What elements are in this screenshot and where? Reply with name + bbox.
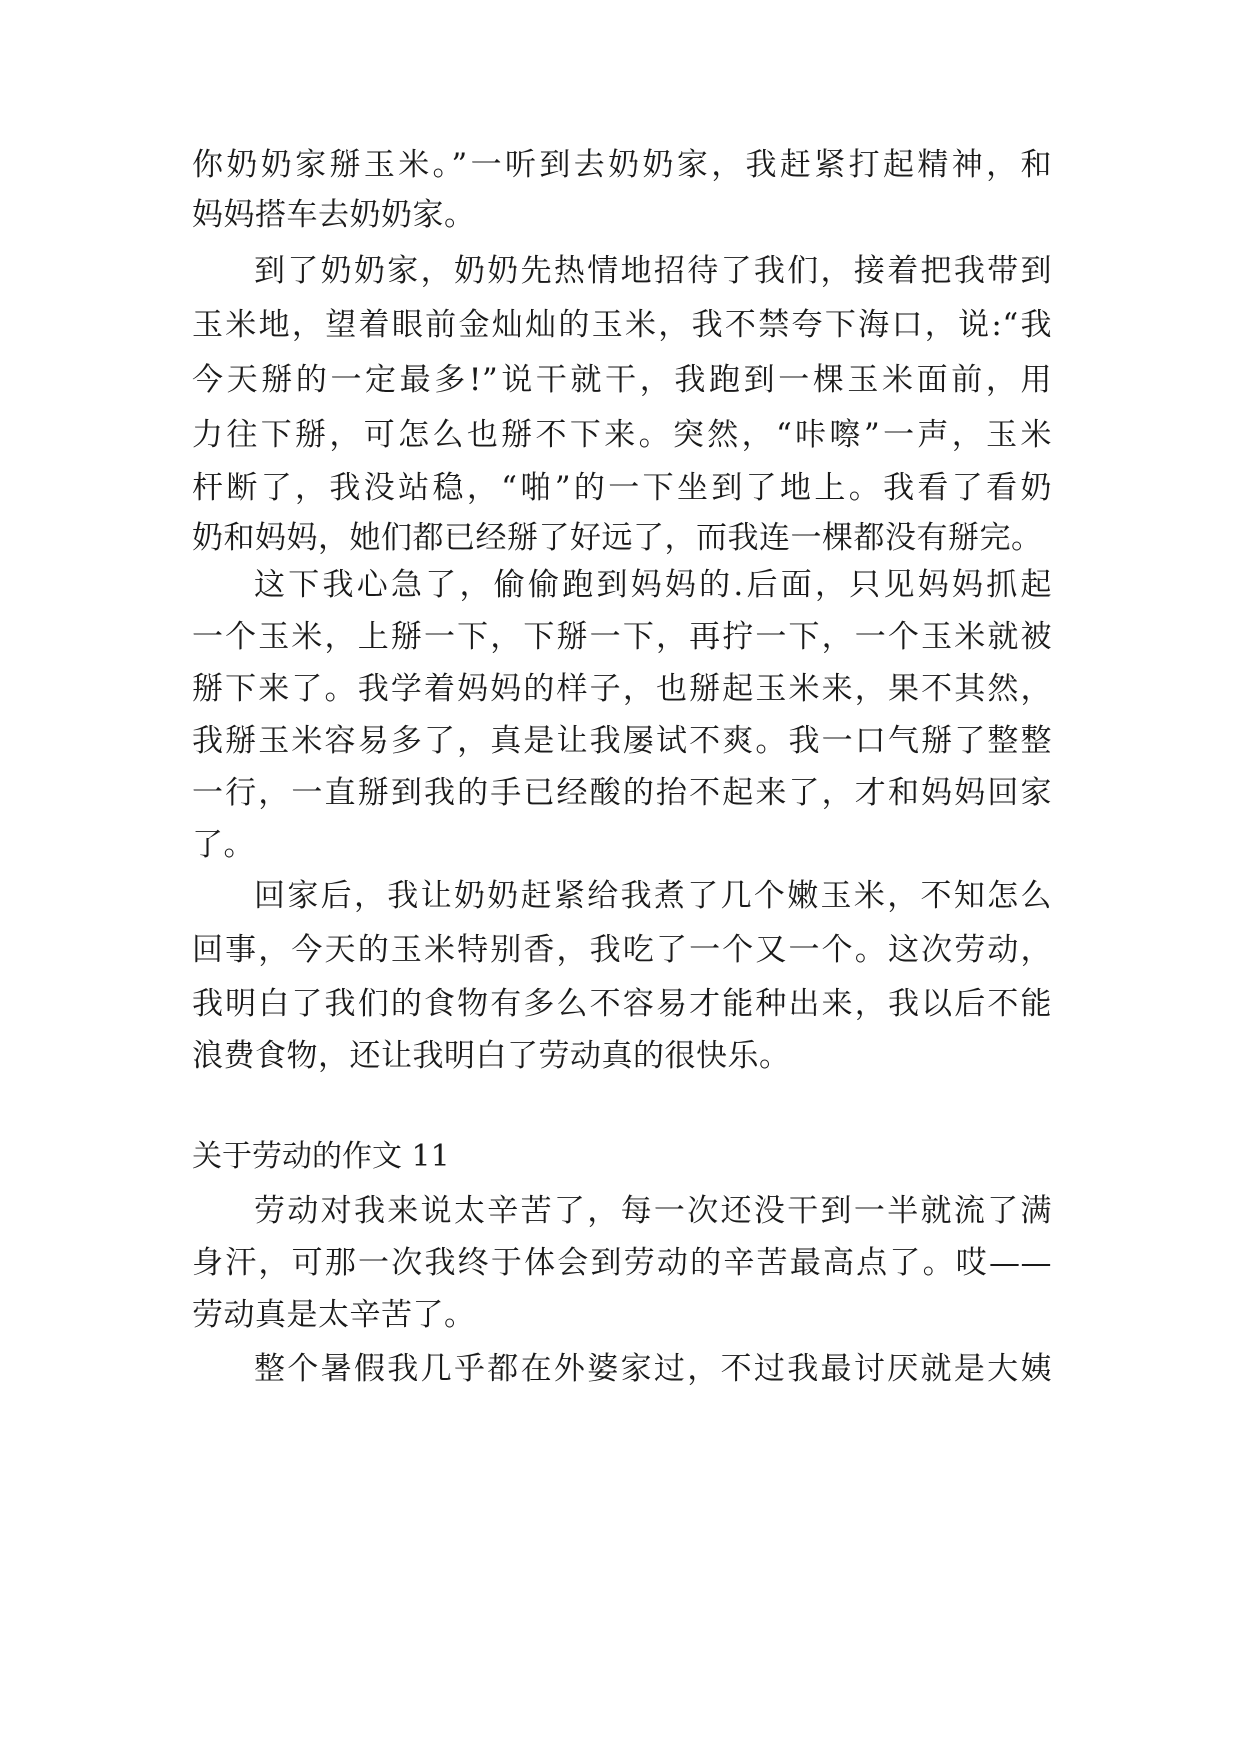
paragraph-line: 妈妈搭车去奶奶家。 — [192, 197, 476, 233]
paragraph-line: 我明白了我们的食物有多么不容易才能种出来，我以后不能 — [192, 986, 1052, 1022]
paragraph-line: 奶和妈妈，她们都已经掰了好远了，而我连一棵都没有掰完。 — [192, 520, 1043, 556]
paragraph-line: 了。 — [192, 827, 255, 863]
paragraph-line: 玉米地，望着眼前金灿灿的玉米，我不禁夸下海口，说:“我 — [192, 307, 1052, 343]
paragraph-line: 整个暑假我几乎都在外婆家过，不过我最讨厌就是大姨 — [254, 1351, 1052, 1387]
paragraph-line: 回事，今天的玉米特别香，我吃了一个又一个。这次劳动， — [192, 932, 1052, 968]
paragraph-line: 你奶奶家掰玉米。”一听到去奶奶家，我赶紧打起精神，和 — [192, 147, 1052, 183]
paragraph-line: 劳动对我来说太辛苦了，每一次还没干到一半就流了满 — [254, 1193, 1052, 1229]
paragraph-line: 身汗，可那一次我终于体会到劳动的辛苦最高点了。哎—— — [192, 1245, 1052, 1281]
paragraph-line: 杆断了，我没站稳，“啪”的一下坐到了地上。我看了看奶 — [192, 470, 1052, 506]
paragraph-line: 这下我心急了，偷偷跑到妈妈的.后面，只见妈妈抓起 — [254, 567, 1052, 603]
paragraph-line: 到了奶奶家，奶奶先热情地招待了我们，接着把我带到 — [254, 253, 1052, 289]
paragraph-line: 我掰玉米容易多了，真是让我屡试不爽。我一口气掰了整整 — [192, 723, 1052, 759]
paragraph-line: 力往下掰，可怎么也掰不下来。突然，“咔嚓”一声，玉米 — [192, 417, 1052, 453]
paragraph-line: 劳动真是太辛苦了。 — [192, 1297, 476, 1333]
section-heading: 关于劳动的作文 11 — [192, 1139, 450, 1174]
paragraph-line: 今天掰的一定最多!”说干就干，我跑到一棵玉米面前，用 — [192, 362, 1052, 398]
paragraph-line: 浪费食物，还让我明白了劳动真的很快乐。 — [192, 1038, 791, 1074]
paragraph-line: 一个玉米，上掰一下，下掰一下，再拧一下，一个玉米就被 — [192, 619, 1052, 655]
paragraph-line: 回家后，我让奶奶赶紧给我煮了几个嫩玉米，不知怎么 — [254, 878, 1052, 914]
paragraph-line: 一行，一直掰到我的手已经酸的抬不起来了，才和妈妈回家 — [192, 775, 1052, 811]
paragraph-line: 掰下来了。我学着妈妈的样子，也掰起玉米来，果不其然， — [192, 671, 1052, 707]
